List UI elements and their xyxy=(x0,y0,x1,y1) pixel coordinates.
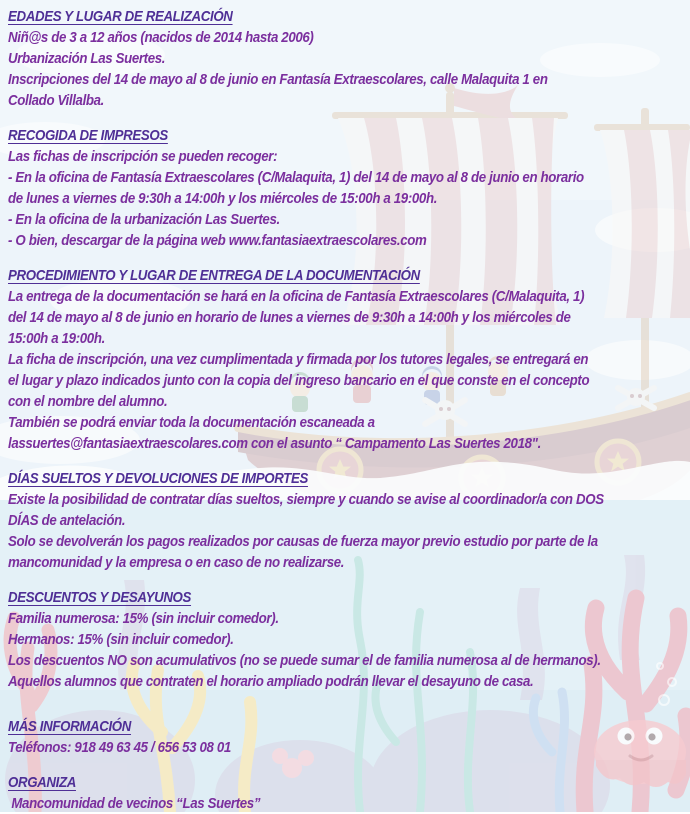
section-heading: EDADES Y LUGAR DE REALIZACIÓN xyxy=(8,8,233,25)
section-edades-y-lugar xyxy=(8,6,690,111)
section-heading: DESCUENTOS Y DESAYUNOS xyxy=(8,589,192,606)
text-line: Existe la posibilidad de contratar días sueltos, siempre y cuando se avise al coordinador/a con DOS xyxy=(8,491,604,508)
section-heading: ORGANIZA xyxy=(8,774,76,791)
section-mas-informacion xyxy=(8,716,690,758)
text-line: También se podrá enviar toda la documentación escaneada a xyxy=(8,414,375,431)
text-line: Los descuentos NO son acumulativos (no se puede sumar el de familia numerosa al de hermanos). xyxy=(8,652,601,669)
text-line: Niñ@s de 3 a 12 años (nacidos de 2014 hasta 2006) xyxy=(8,29,314,46)
section-recogida-impresos xyxy=(8,125,690,251)
text-line: 15:00h a 19:00h. xyxy=(8,330,105,347)
text-line: DÍAS de antelación. xyxy=(8,512,126,529)
text-line: del 14 de mayo al 8 de junio en horario de lunes a viernes de 9:30h a 14:00h y los miércoles de xyxy=(8,309,571,326)
section-heading: DÍAS SUELTOS Y DEVOLUCIONES DE IMPORTES xyxy=(8,470,308,487)
text-line: La entrega de la documentación se hará en la oficina de Fantasía Extraescolares (C/Malaquita, 1) xyxy=(8,288,585,305)
text-line: Urbanización Las Suertes. xyxy=(8,50,166,67)
phone-numbers: Teléfonos: 918 49 63 45 / 656 53 08 01 xyxy=(8,739,231,756)
text-line: Familia numerosa: 15% (sin incluir comedor). xyxy=(8,610,279,627)
section-organiza xyxy=(8,772,690,814)
section-heading: RECOGIDA DE IMPRESOS xyxy=(8,127,168,144)
text-line: Solo se devolverán los pagos realizados por causas de fuerza mayor previo estudio por parte de la xyxy=(8,533,598,550)
text-line: lassuertes@fantasiaextraescolares.com con el asunto “ Campamento Las Suertes 2018". xyxy=(8,435,541,452)
text-line: con el nombre del alumno. xyxy=(8,393,168,410)
organizer-name: Mancomunidad de vecinos “Las Suertes” xyxy=(8,795,261,812)
section-procedimiento-entrega xyxy=(8,265,690,454)
section-heading: MÁS INFORMACIÓN xyxy=(8,718,132,735)
text-line: - O bien, descargar de la página web www.fantasiaextraescolares.com xyxy=(8,232,427,249)
text-line: Hermanos: 15% (sin incluir comedor). xyxy=(8,631,234,648)
text-line: Collado Villalba. xyxy=(8,92,105,109)
text-line: el lugar y plazo indicados junto con la copia del ingreso bancario en el que conste en el concepto xyxy=(8,372,590,389)
text-line: Inscripciones del 14 de mayo al 8 de junio en Fantasía Extraescolares, calle Malaquita 1 en xyxy=(8,71,548,88)
text-line: La ficha de inscripción, una vez cumplimentada y firmada por los tutores legales, se entregará en xyxy=(8,351,589,368)
text-line: - En la oficina de la urbanización Las Suertes. xyxy=(8,211,280,228)
text-line: Aquellos alumnos que contraten el horario ampliado podrán llevar el desayuno de casa. xyxy=(8,673,534,690)
text-line: de lunes a viernes de 9:30h a 14:00h y los miércoles de 15:00h a 19:00h. xyxy=(8,190,438,207)
section-descuentos-desayunos xyxy=(8,587,690,692)
text-line: mancomunidad y la empresa o en caso de no realizarse. xyxy=(8,554,345,571)
text-line: Las fichas de inscripción se pueden recoger: xyxy=(8,148,278,165)
text-line: - En la oficina de Fantasía Extraescolares (C/Malaquita, 1) del 14 de mayo al 8 de junio en horario xyxy=(8,169,584,186)
section-dias-sueltos xyxy=(8,468,690,573)
flyer-text xyxy=(8,6,690,814)
section-heading: PROCEDIMIENTO Y LUGAR DE ENTREGA DE LA DOCUMENTACIÓN xyxy=(8,267,420,284)
